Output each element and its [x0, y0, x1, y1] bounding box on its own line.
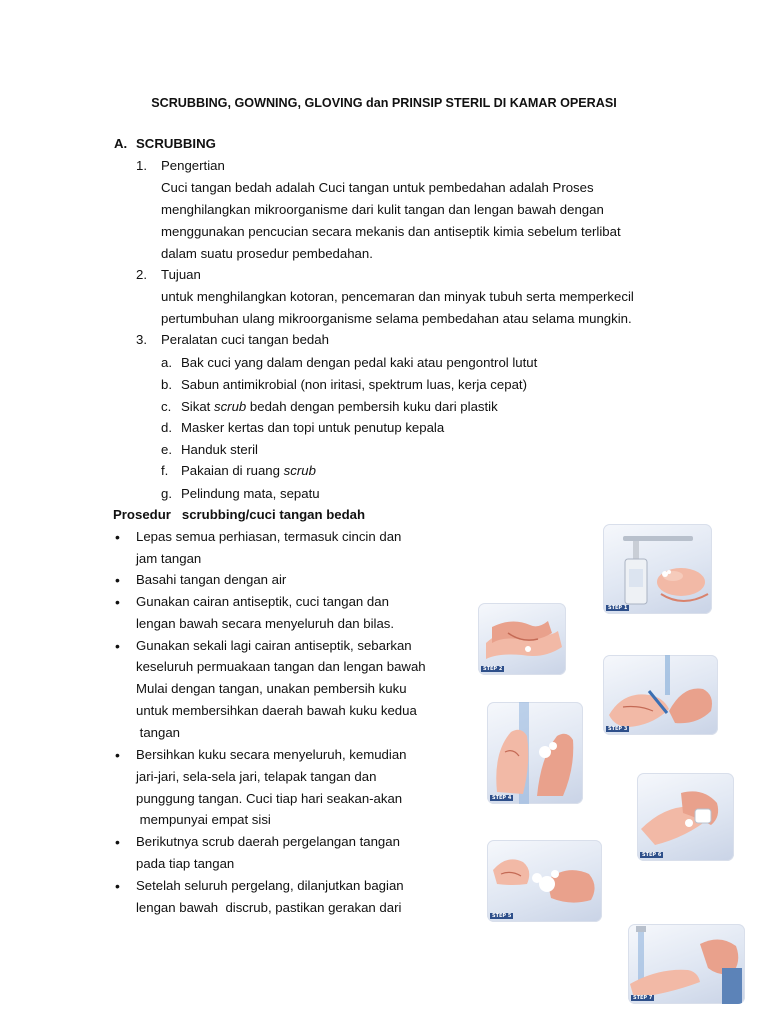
bullet-line: Berikutnya scrub daerah pergelangan tangan — [136, 834, 400, 849]
item-heading-tujuan: Tujuan — [161, 267, 201, 282]
step-4-image — [487, 702, 583, 804]
bullet-line: punggung tangan. Cuci tiap hari seakan-akan — [136, 791, 403, 806]
item-number: 2. — [136, 267, 147, 282]
bullet-line: Mulai dengan tangan, unakan pembersih kuku — [136, 681, 407, 696]
sub-item-text: Pelindung mata, sepatu — [181, 486, 320, 501]
paragraph-line: menghilangkan mikroorganisme dari kulit tangan dan lengan bawah dengan — [161, 202, 604, 217]
bullet-line: keseluruh permuakaan tangan dan lengan bawah — [136, 659, 426, 674]
paragraph-line: pertumbuhan ulang mikroorganisme selama pembedahan atau selama mungkin. — [161, 311, 632, 326]
step-label: STEP 3 — [608, 726, 628, 732]
bullet-line: Setelah seluruh pergelang, dilanjutkan bagian — [136, 878, 404, 893]
bullet-symbol: • — [115, 572, 120, 588]
bullet-line: untuk membersihkan daerah bawah kuku kedua — [136, 703, 417, 718]
wrist-scrubbing-illustration — [637, 773, 734, 861]
document-title: SCRUBBING, GOWNING, GLOVING dan PRINSIP STERIL DI KAMAR OPERASI — [151, 96, 617, 110]
bullet-symbol: • — [115, 878, 120, 894]
step-label: STEP 5 — [492, 913, 512, 919]
paragraph-line: dalam suatu prosedur pembedahan. — [161, 246, 373, 261]
sub-letter: e. — [161, 442, 172, 457]
sub-letter: a. — [161, 355, 172, 370]
hands-lathering-illustration — [487, 840, 602, 922]
item-heading-peralatan: Peralatan cuci tangan bedah — [161, 332, 329, 347]
bullet-line: pada tiap tangan — [136, 856, 235, 871]
sub-item-text: Pakaian di ruang scrub — [181, 463, 316, 478]
item-number: 3. — [136, 332, 147, 347]
bullet-symbol: • — [115, 747, 120, 763]
sub-letter: f. — [161, 463, 169, 478]
step-label: STEP 6 — [642, 852, 662, 858]
step-7-image — [628, 924, 745, 1004]
sub-item-text: Sabun antimikrobial (non iritasi, spektrum luas, kerja cepat) — [181, 377, 527, 392]
bullet-line: Gunakan cairan antiseptik, cuci tangan dan — [136, 594, 389, 609]
paragraph-line: untuk menghilangkan kotoran, pencemaran dan minyak tubuh serta memperkecil — [161, 289, 634, 304]
sub-letter: d. — [161, 420, 172, 435]
bullet-line: jam tangan — [136, 551, 202, 566]
bullet-symbol: • — [115, 638, 120, 654]
bullet-symbol: • — [115, 529, 120, 545]
step-6-image — [637, 773, 734, 861]
bullet-line: Gunakan sekali lagi cairan antiseptik, sebarkan — [136, 638, 412, 653]
bullet-symbol: • — [115, 834, 120, 850]
step-label: STEP 2 — [483, 666, 503, 672]
bullet-line: Lepas semua perhiasan, termasuk cincin dan — [136, 529, 402, 544]
sub-letter: b. — [161, 377, 172, 392]
step-5-image — [487, 840, 602, 922]
bullet-line: jari-jari, sela-sela jari, telapak tangan dan — [136, 769, 377, 784]
sub-item-text: Handuk steril — [181, 442, 258, 457]
sub-item-text: Bak cuci yang dalam dengan pedal kaki atau pengontrol lutut — [181, 355, 538, 370]
soap-dispenser-hand-illustration — [603, 524, 712, 614]
forearm-rinsing-illustration — [628, 924, 745, 1004]
section-a-marker: A. — [114, 136, 128, 151]
step-3-image — [603, 655, 718, 735]
sub-item-text: Sikat scrub bedah dengan pembersih kuku dari plastik — [181, 399, 498, 414]
bullet-line: lengan bawah discrub, pastikan gerakan dari — [136, 900, 402, 915]
bullet-line: Basahi tangan dengan air — [136, 572, 287, 587]
hands-under-water-illustration — [487, 702, 583, 804]
bullet-line: mempunyai empat sisi — [136, 812, 271, 827]
paragraph-line: Cuci tangan bedah adalah Cuci tangan untuk pembedahan adalah Proses — [161, 180, 594, 195]
step-label: STEP 4 — [492, 795, 512, 801]
step-label: STEP 1 — [608, 605, 628, 611]
section-a-heading: SCRUBBING — [136, 136, 216, 151]
sub-item-text: Masker kertas dan topi untuk penutup kepala — [181, 420, 445, 435]
item-heading-pengertian: Pengertian — [161, 158, 225, 173]
bullet-symbol: • — [115, 594, 120, 610]
step-1-image — [603, 524, 712, 614]
bullet-line: Bersihkan kuku secara menyeluruh, kemudian — [136, 747, 407, 762]
bullet-line: tangan — [136, 725, 180, 740]
step-2-image — [478, 603, 566, 675]
bullet-line: lengan bawah secara menyeluruh dan bilas. — [136, 616, 395, 631]
item-number: 1. — [136, 158, 147, 173]
hands-rubbing-illustration — [478, 603, 566, 675]
sub-letter: c. — [161, 399, 172, 414]
nail-cleaning-illustration — [603, 655, 718, 735]
paragraph-line: menggunakan pencucian secara mekanis dan antiseptik kimia sebelum terlibat — [161, 224, 621, 239]
procedure-heading: Prosedur scrubbing/cuci tangan bedah — [113, 507, 366, 522]
sub-letter: g. — [161, 486, 172, 501]
step-label: STEP 7 — [633, 995, 653, 1001]
